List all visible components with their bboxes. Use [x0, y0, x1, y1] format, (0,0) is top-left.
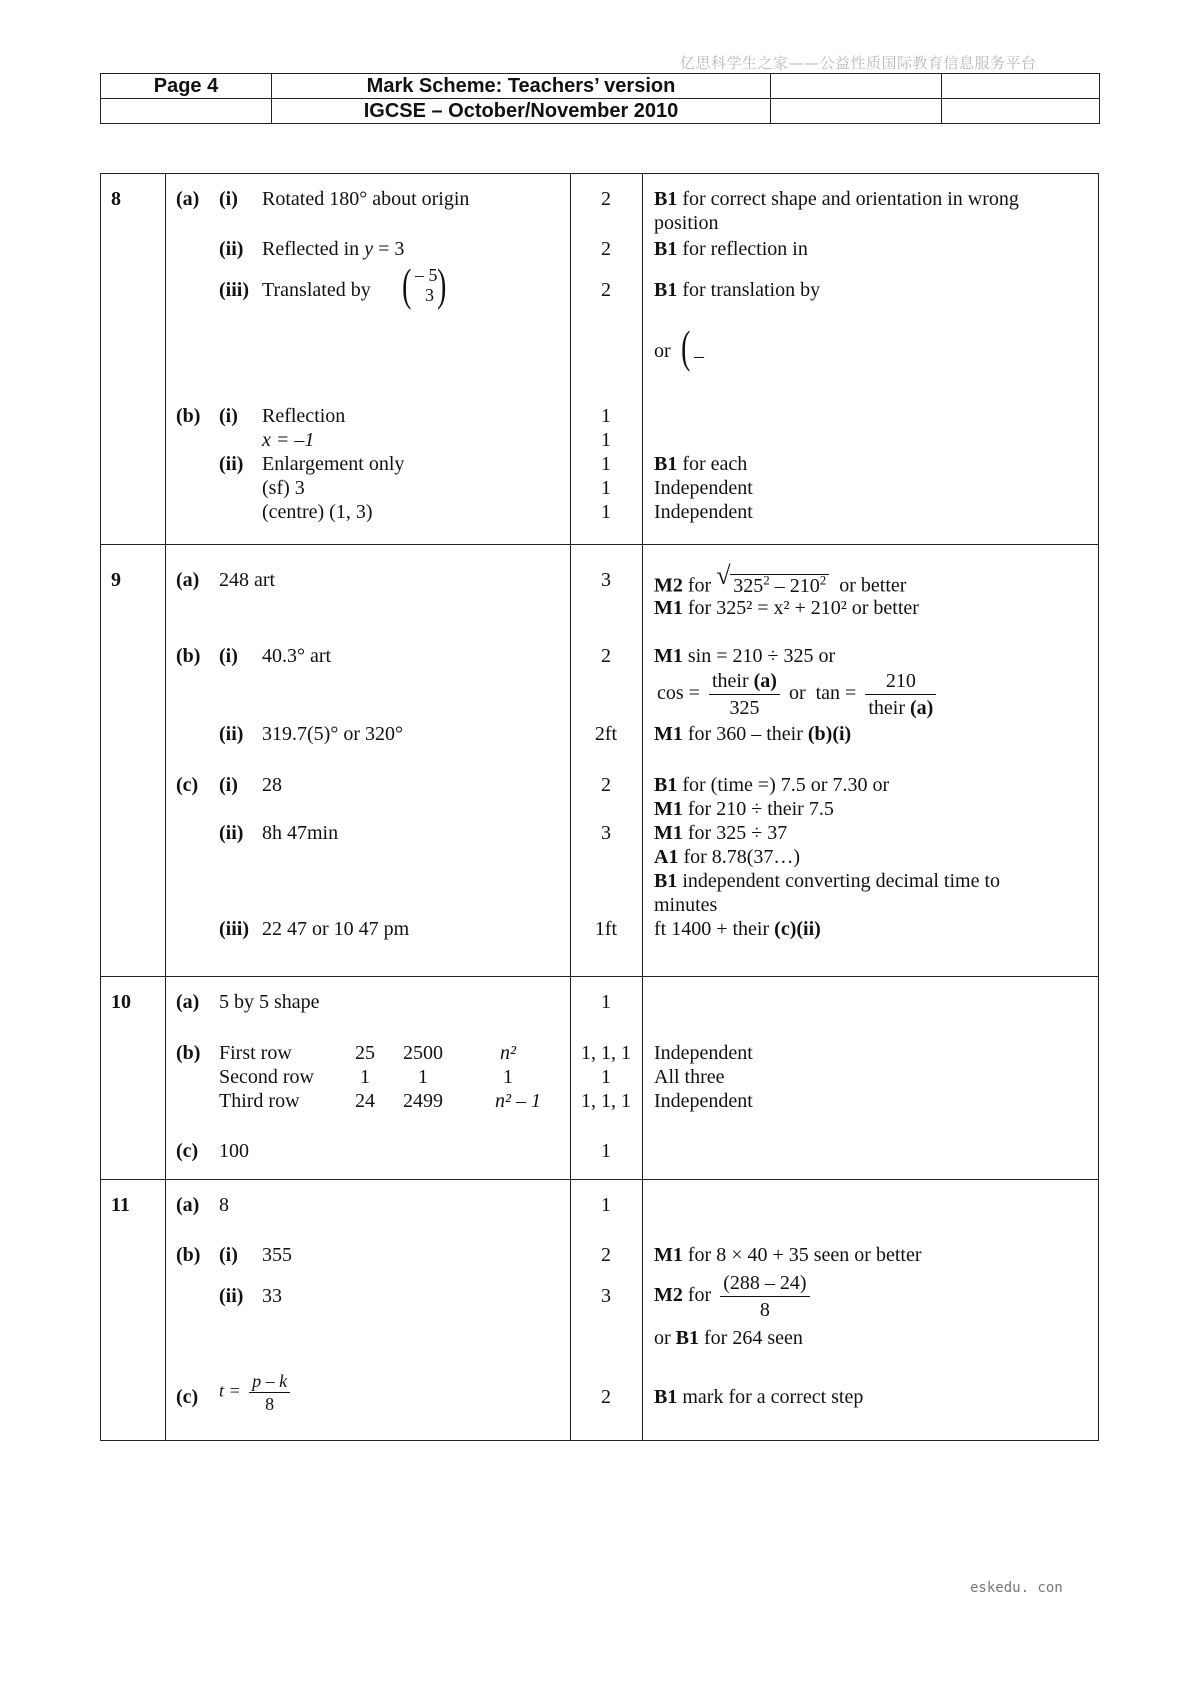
variable: y: [364, 238, 374, 260]
vector-right-paren: ): [437, 259, 447, 310]
answer: (sf) 3: [262, 477, 305, 499]
subpart-label: (ii): [219, 822, 244, 844]
vector-left-paren: (: [681, 321, 691, 372]
mark-code: M1: [654, 798, 683, 820]
mark: 3: [601, 569, 611, 591]
row-label: Second row: [219, 1066, 314, 1088]
exponent: 2: [763, 572, 770, 587]
table-cell: 1: [503, 1066, 513, 1088]
note-text: for reflection in: [682, 238, 808, 260]
header-blank-cell: [942, 99, 1100, 124]
guidance-note: Independent: [654, 1090, 753, 1112]
answer: 22 47 or 10 47 pm: [262, 918, 410, 940]
question-number: 8: [111, 188, 121, 210]
mark: 2: [601, 1244, 611, 1266]
mark-code: M1: [654, 1244, 683, 1266]
guidance-note: or: [654, 340, 671, 362]
mark: 1, 1, 1: [581, 1090, 631, 1112]
mark: 1, 1, 1: [581, 1042, 631, 1064]
page-number: Page 4: [101, 74, 272, 99]
denominator: 8: [265, 1394, 275, 1414]
watermark: 亿思科学生之家——公益性质国际教育信息服务平台: [680, 54, 1037, 72]
denominator: 325: [729, 697, 760, 719]
answer: 355: [262, 1244, 292, 1266]
sqrt-term: 325: [733, 574, 764, 597]
table-cell: 2500: [403, 1042, 443, 1064]
header-blank-cell: [942, 74, 1100, 99]
note-text: for 210 ÷ their 7.5: [687, 798, 834, 820]
answer: 40.3° art: [262, 645, 332, 667]
part-label: (a): [176, 569, 200, 591]
question-8-row: [101, 174, 1098, 544]
header-table: [100, 73, 1100, 124]
guidance-note: Independent: [654, 1042, 753, 1064]
answer: x = –1: [262, 429, 315, 451]
question-10-row: [101, 976, 1098, 1180]
document-title: Mark Scheme: Teachers’ version: [272, 74, 771, 99]
guidance-note: [654, 1243, 922, 1267]
part-ref: (b)(i): [807, 723, 852, 745]
guidance-note: [654, 869, 1000, 893]
question-number: 11: [111, 1194, 130, 1216]
numerator: (288 – 24): [720, 1270, 809, 1297]
mark: 1: [601, 405, 611, 427]
part-label: (b): [176, 405, 201, 427]
guidance-note: [654, 722, 851, 746]
subpart-label: (ii): [219, 723, 244, 745]
guidance-note: [654, 917, 821, 941]
guidance-note: [654, 1270, 814, 1323]
answer: 248 art: [219, 569, 276, 591]
mark-code: B1: [654, 238, 678, 260]
answer-text: Reflected in: [262, 238, 365, 260]
mark: 1: [601, 453, 611, 475]
mark: 1: [601, 1140, 611, 1162]
guidance-note: [654, 797, 834, 821]
note-text: for 264 seen: [704, 1327, 803, 1349]
mark-code: B1: [654, 774, 678, 796]
note-text: for 360 – their: [687, 723, 803, 745]
table-cell: 2499: [403, 1090, 443, 1112]
answer: 319.7(5)° or 320°: [262, 723, 403, 745]
table-cell: 24: [355, 1090, 375, 1112]
table-cell: 25: [355, 1042, 375, 1064]
cos-label: cos =: [657, 682, 700, 705]
mark: 2: [601, 279, 611, 301]
guidance-note: [654, 845, 800, 869]
mark-code: B1: [675, 1327, 700, 1349]
mark-code: M2: [654, 1284, 683, 1307]
or-text: or: [788, 682, 806, 705]
mark: 2ft: [594, 723, 618, 745]
guidance-note: [654, 821, 787, 845]
mark: 3: [601, 1285, 611, 1307]
note-text: independent converting decimal time to: [682, 870, 1001, 892]
table-cell: n² – 1: [495, 1090, 541, 1112]
mark: 2: [601, 645, 611, 667]
mark-code: M2: [654, 574, 683, 597]
guidance-note: Independent: [654, 501, 753, 523]
document-subtitle: IGCSE – October/November 2010: [272, 99, 771, 124]
subpart-label: (ii): [219, 238, 244, 260]
header-blank-cell: [771, 74, 942, 99]
denominator: 8: [759, 1299, 770, 1321]
part-label: (b): [176, 1042, 201, 1064]
denominator: their: [868, 697, 905, 719]
part-label: (b): [176, 1244, 201, 1266]
mark-code: B1: [654, 870, 678, 892]
subpart-label: (iii): [219, 918, 249, 940]
question-9-row: [101, 544, 1098, 977]
mark-code: M1: [654, 645, 683, 667]
answer: 100: [219, 1140, 249, 1162]
answer: [262, 237, 404, 261]
guidance-note: [654, 773, 889, 797]
part-label: (a): [176, 188, 200, 210]
answer-formula: [219, 1370, 294, 1415]
footer-url: eskedu. con: [970, 1580, 1063, 1596]
guidance-note: [654, 1385, 863, 1409]
header-blank-cell: [771, 99, 942, 124]
answer: Enlargement only: [262, 453, 405, 475]
question-number: 9: [111, 569, 121, 591]
numerator: 210: [865, 668, 936, 695]
tan-label: tan =: [815, 682, 857, 705]
mark: 1: [601, 501, 611, 523]
guidance-note: [654, 278, 820, 302]
vector-partial: –: [694, 345, 704, 367]
part-label: (c): [176, 1386, 199, 1408]
answer: 8: [219, 1194, 229, 1216]
mark-scheme-table: [100, 173, 1099, 1441]
mark-code: B1: [654, 453, 678, 475]
note-text: for 8.78(37…): [683, 846, 801, 868]
mark: 1: [601, 991, 611, 1013]
guidance-note: [654, 561, 907, 598]
table-cell: 1: [360, 1066, 370, 1088]
table-cell: 1: [418, 1066, 428, 1088]
row-label: Third row: [219, 1090, 300, 1112]
answer: (centre) (1, 3): [262, 501, 373, 523]
note-text: for (time =) 7.5 or 7.30 or: [682, 774, 890, 796]
mark: 2: [601, 238, 611, 260]
note-text: for each: [682, 453, 748, 475]
mark-code: M1: [654, 822, 683, 844]
formula-lhs: t =: [219, 1380, 241, 1401]
fraction: [865, 668, 936, 721]
table-cell: n²: [500, 1042, 516, 1064]
header-blank-cell: [101, 99, 272, 124]
answer: Reflection: [262, 405, 346, 427]
mark-code: B1: [654, 279, 678, 301]
row-label: First row: [219, 1042, 292, 1064]
note-text: for correct shape and orientation in wrong: [682, 188, 1019, 210]
guidance-note: position: [654, 212, 719, 234]
mark-code: B1: [654, 1386, 678, 1408]
subpart-label: (i): [219, 774, 238, 796]
note-text: for: [687, 1284, 712, 1307]
subpart-label: (i): [219, 1244, 238, 1266]
fraction: [709, 668, 780, 721]
note-text: sin = 210 ÷ 325 or: [687, 645, 836, 667]
question-11-row: [101, 1179, 1098, 1441]
note-text: for translation by: [682, 279, 821, 301]
answer: Rotated 180° about origin: [262, 188, 470, 210]
guidance-note: [654, 187, 1019, 211]
vector-bottom: 3: [425, 285, 434, 305]
vector-top: – 5: [415, 265, 438, 285]
mark: 1: [601, 1194, 611, 1216]
part-label: (a): [176, 1194, 200, 1216]
note-text: for: [687, 574, 712, 597]
answer-text: = 3: [373, 238, 405, 260]
mark: 2: [601, 774, 611, 796]
guidance-note: [654, 596, 919, 620]
note-text: or: [654, 1327, 671, 1349]
question-number: 10: [111, 991, 131, 1013]
guidance-note: All three: [654, 1066, 725, 1088]
mark: 2: [601, 1386, 611, 1408]
subpart-label: (i): [219, 405, 238, 427]
mark: 1: [601, 429, 611, 451]
part-ref: (a): [753, 670, 777, 692]
guidance-note: Independent: [654, 477, 753, 499]
sqrt-term: 210: [789, 574, 820, 597]
fraction: [249, 1370, 290, 1415]
note-text: for 325 ÷ 37: [687, 822, 788, 844]
part-label: (a): [176, 991, 200, 1013]
mark: 1: [601, 477, 611, 499]
guidance-note: [654, 237, 808, 261]
note-text: for 8 × 40 + 35 seen or better: [687, 1244, 922, 1266]
note-text: or better: [839, 574, 907, 597]
note-text: ft 1400 + their: [654, 918, 770, 940]
square-root: √ $325^2 - 210^2$: [716, 568, 829, 598]
subpart-label: (iii): [219, 279, 249, 301]
numerator: their: [711, 670, 749, 692]
mark: 1ft: [594, 918, 618, 940]
answer: Translated by: [262, 279, 371, 301]
subpart-label: (ii): [219, 1285, 244, 1307]
answer: 5 by 5 shape: [219, 991, 320, 1013]
part-ref: (c)(ii): [774, 918, 821, 940]
answer: 28: [262, 774, 282, 796]
guidance-note: [654, 452, 747, 476]
note-text: mark for a correct step: [682, 1386, 864, 1408]
part-ref: (a): [909, 697, 934, 719]
mark: 1: [601, 1066, 611, 1088]
guidance-note: [654, 1326, 803, 1350]
mark: 3: [601, 822, 611, 844]
answer: 33: [262, 1285, 282, 1307]
mark: 2: [601, 188, 611, 210]
mark-code: A1: [654, 846, 679, 868]
part-label: (c): [176, 774, 199, 796]
answer: 8h 47min: [262, 822, 339, 844]
note-text: for 325² = x² + 210² or better: [687, 597, 919, 619]
part-label: (c): [176, 1140, 199, 1162]
numerator: p – k: [249, 1370, 290, 1393]
mark-code: M1: [654, 723, 683, 745]
fraction: [720, 1270, 809, 1323]
mark-code: B1: [654, 188, 678, 210]
subpart-label: (i): [219, 188, 238, 210]
trig-expression: [657, 668, 940, 721]
guidance-note: minutes: [654, 894, 718, 916]
subpart-label: (ii): [219, 453, 244, 475]
part-label: (b): [176, 645, 201, 667]
subpart-label: (i): [219, 645, 238, 667]
guidance-note: [654, 644, 835, 668]
exponent: 2: [819, 572, 827, 587]
vector-left-paren: (: [402, 259, 412, 310]
mark-code: M1: [654, 597, 683, 619]
